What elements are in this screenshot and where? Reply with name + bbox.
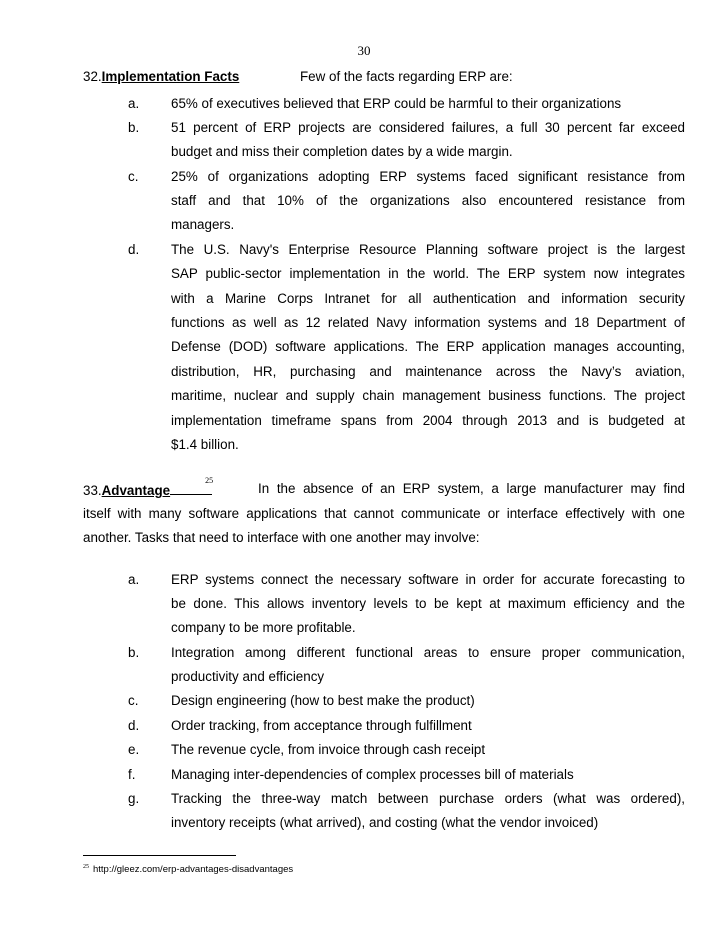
list-item-text: 51 percent of ERP projects are considered failures, a full 30 percent far exceed [171,120,685,135]
list-item-text: 65% of executives believed that ERP could be harmful to their organizations [171,96,622,111]
list-item-text: SAP public-sector implementation in the world. The ERP system now integrates [171,266,685,281]
section-32-title: Implementation Facts [101,69,240,84]
section-33-intro: another. Tasks that need to interface with one another may involve: [83,530,480,545]
page-number: 30 [357,43,371,58]
list-item-text: Defense (DOD) software applications. The ERP application manages accounting, [171,339,685,354]
list-item-letter: d. [128,718,140,733]
list-item-text: The U.S. Navy's Enterprise Resource Planning software project is the largest [171,242,685,257]
section-33-intro: itself with many software applications that cannot communicate or interface effectively with one [83,506,685,521]
list-item-text: ERP systems connect the necessary software in order for accurate forecasting to [171,572,685,587]
section-33-intro: In the absence of an ERP system, a large manufacturer may find [258,481,685,496]
section-32-number: 32. [83,69,102,84]
list-item-text: Design engineering (how to best make the product) [171,693,475,708]
footnote-reference: 25 [205,476,214,485]
section-32-intro: Few of the facts regarding ERP are: [300,69,513,84]
list-item-text: distribution, HR, purchasing and maintenance across the Navy’s aviation, [171,364,685,379]
section-33-number: 33. [83,483,102,498]
list-item-text: The revenue cycle, from invoice through cash receipt [171,742,486,757]
footnote-url[interactable]: http://gleez.com/erp-advantages-disadvantages [93,864,294,876]
list-item-text: company to be more profitable. [171,620,356,635]
list-item-text: productivity and efficiency [171,669,325,684]
section-32-heading [83,68,239,86]
list-item-letter: a. [128,572,140,587]
list-item-letter: c. [128,693,139,708]
list-item-letter: d. [128,242,140,257]
list-item-text: budget and miss their completion dates by a wide margin. [171,144,513,159]
list-item-letter: g. [128,791,140,806]
section-33-heading [83,476,214,500]
list-item-text: staff and that 10% of the organizations also encountered resistance from [171,193,685,208]
list-item-text: Integration among different functional areas to ensure proper communication, [171,645,685,660]
section-33-title: Advantage [101,483,171,498]
footnote [83,861,293,876]
list-item-text: functions as well as 12 related Navy information systems and 18 Department of [171,315,685,330]
list-item-letter: c. [128,169,139,184]
list-item-text: managers. [171,217,235,232]
list-item-letter: b. [128,645,140,660]
list-item-text: inventory receipts (what arrived), and costing (what the vendor invoiced) [171,815,599,830]
list-item-letter: e. [128,742,140,757]
list-item-text: be done. This allows inventory levels to be kept at maximum efficiency and the [171,596,685,611]
list-item-text: $1.4 billion. [171,437,239,452]
list-item-text: Order tracking, from acceptance through fulfillment [171,718,472,733]
footnote-separator [83,855,236,856]
footnote-mark: 25 [83,864,89,870]
list-item-text: Managing inter-dependencies of complex processes bill of materials [171,767,574,782]
heading-underline [170,476,214,495]
list-item-text: maritime, nuclear and supply chain management business functions. The project [171,388,685,403]
list-item-letter: a. [128,96,140,111]
list-item-text: with a Marine Corps Intranet for all authentication and information security [171,291,685,306]
list-item-text: Tracking the three-way match between purchase orders (what was ordered), [171,791,685,806]
list-item-letter: b. [128,120,140,135]
list-item-letter: f. [128,767,136,782]
list-item-text: implementation timeframe spans from 2004 through 2013 and is budgeted at [171,413,685,428]
list-item-text: 25% of organizations adopting ERP systems faced significant resistance from [171,169,685,184]
